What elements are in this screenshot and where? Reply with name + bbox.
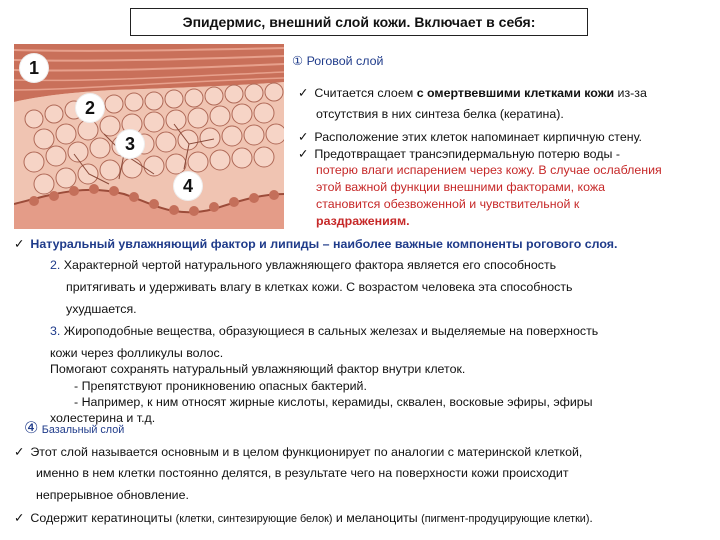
horny-layer-heading <box>292 52 383 70</box>
nmf-para-3-line3: Помогают сохранять натуральный увлажняющий фактор внутри клеток. <box>50 362 466 376</box>
check-icon: ✓ <box>298 129 309 144</box>
nmf-para-2-line3: ухудшается. <box>66 302 137 316</box>
horny-bullet-3 <box>298 145 620 163</box>
horny-bullet-1-bold: с омертвевшими клетками кожи <box>416 86 615 100</box>
nmf-para-2-text: Характерной чертой натурального увлажняющего фактора является его способность <box>60 258 557 272</box>
check-icon: ✓ <box>14 236 25 251</box>
check-icon: ✓ <box>14 444 25 459</box>
nmf-para-3-line4: - Препятствуют проникновению опасных бактерий. <box>74 379 367 393</box>
nmf-para-3-line1 <box>50 323 598 340</box>
diagram-label-1: 1 <box>20 54 48 82</box>
diagram-label-2: 2 <box>76 94 104 122</box>
horny-layer-title: Роговой слой <box>306 54 384 68</box>
check-icon: ✓ <box>298 146 309 161</box>
nmf-para-3-number: 3. <box>50 324 61 338</box>
basal-bullet-2-pre: Содержит кератиноциты <box>30 511 176 525</box>
basal-layer-number: ④ <box>24 418 39 437</box>
horny-bullet-2-text: Расположение этих клеток напоминает кирпичную стену. <box>314 130 642 144</box>
page-title: Эпидермис, внешний слой кожи. Включает в себя: <box>130 8 588 36</box>
horny-layer-number: ① <box>292 53 304 68</box>
horny-bullet-2 <box>298 128 642 146</box>
basal-bullet-1-line3: непрерывное обновление. <box>36 488 189 502</box>
basal-bullet-1-text: Этот слой называется основным и в целом функционирует по аналогии с материнской клеткой, <box>30 445 583 459</box>
basal-bullet-1 <box>14 443 582 461</box>
horny-red-line-3: становится обезвоженной и чувствительной к <box>316 197 580 211</box>
horny-red-line-4: раздражениям. <box>316 214 410 228</box>
nmf-para-2-number: 2. <box>50 258 61 272</box>
nmf-para-3-line6: холестерина и т.д. <box>50 411 156 425</box>
nmf-para-3-line5: - Например, к ним относят жирные кислоты, керамиды, сквален, восковые эфиры, эфиры <box>74 395 593 409</box>
basal-layer-title: Базальный слой <box>41 424 125 436</box>
check-icon: ✓ <box>298 85 309 100</box>
horny-bullet-1-pre: Считается слоем <box>314 86 417 100</box>
basal-bullet-2-note1: (клетки, синтезирующие белок) <box>175 513 333 525</box>
nmf-heading <box>14 235 617 253</box>
basal-bullet-2 <box>14 509 593 528</box>
horny-red-line-2: этой важной функции внешними факторами, кожа <box>316 180 606 194</box>
basal-bullet-2-note2: (пигмент-продуцирующие клетки) <box>421 513 590 525</box>
diagram-label-4: 4 <box>174 172 202 200</box>
horny-bullet-1-line2: отсутствия в них синтеза белка (кератина). <box>316 107 564 121</box>
basal-bullet-2-mid: и меланоциты <box>332 511 422 525</box>
horny-bullet-3-text: Предотвращает трансэпидермальную потерю воды - <box>314 147 620 161</box>
basal-layer-heading <box>24 419 124 439</box>
check-icon: ✓ <box>14 510 25 525</box>
horny-bullet-1-post: из-за <box>614 86 647 100</box>
epidermis-illustration <box>14 44 284 229</box>
basal-bullet-1-line2: именно в нем клетки постоянно делятся, в результате чего на поверхности кожи происходит <box>36 466 569 480</box>
horny-bullet-1 <box>298 84 647 102</box>
nmf-para-2-line1 <box>50 257 556 274</box>
nmf-heading-text: Натуральный увлажняющий фактор и липиды – наиболее важные компоненты рогового слоя. <box>30 237 618 251</box>
basal-bullet-2-post: . <box>589 511 593 525</box>
nmf-para-3-line2: кожи через фолликулы волос. <box>50 346 224 360</box>
diagram-label-3: 3 <box>116 130 144 158</box>
nmf-para-3-text: Жироподобные вещества, образующиеся в сальных железах и выделяемые на поверхность <box>60 324 599 338</box>
skin-diagram <box>14 44 284 229</box>
nmf-para-2-line2: притягивать и удерживать влагу в клетках кожи. С возрастом человека эта способность <box>66 280 573 294</box>
horny-red-line-1: потерю влаги испарением через кожу. В случае ослабления <box>316 163 662 177</box>
